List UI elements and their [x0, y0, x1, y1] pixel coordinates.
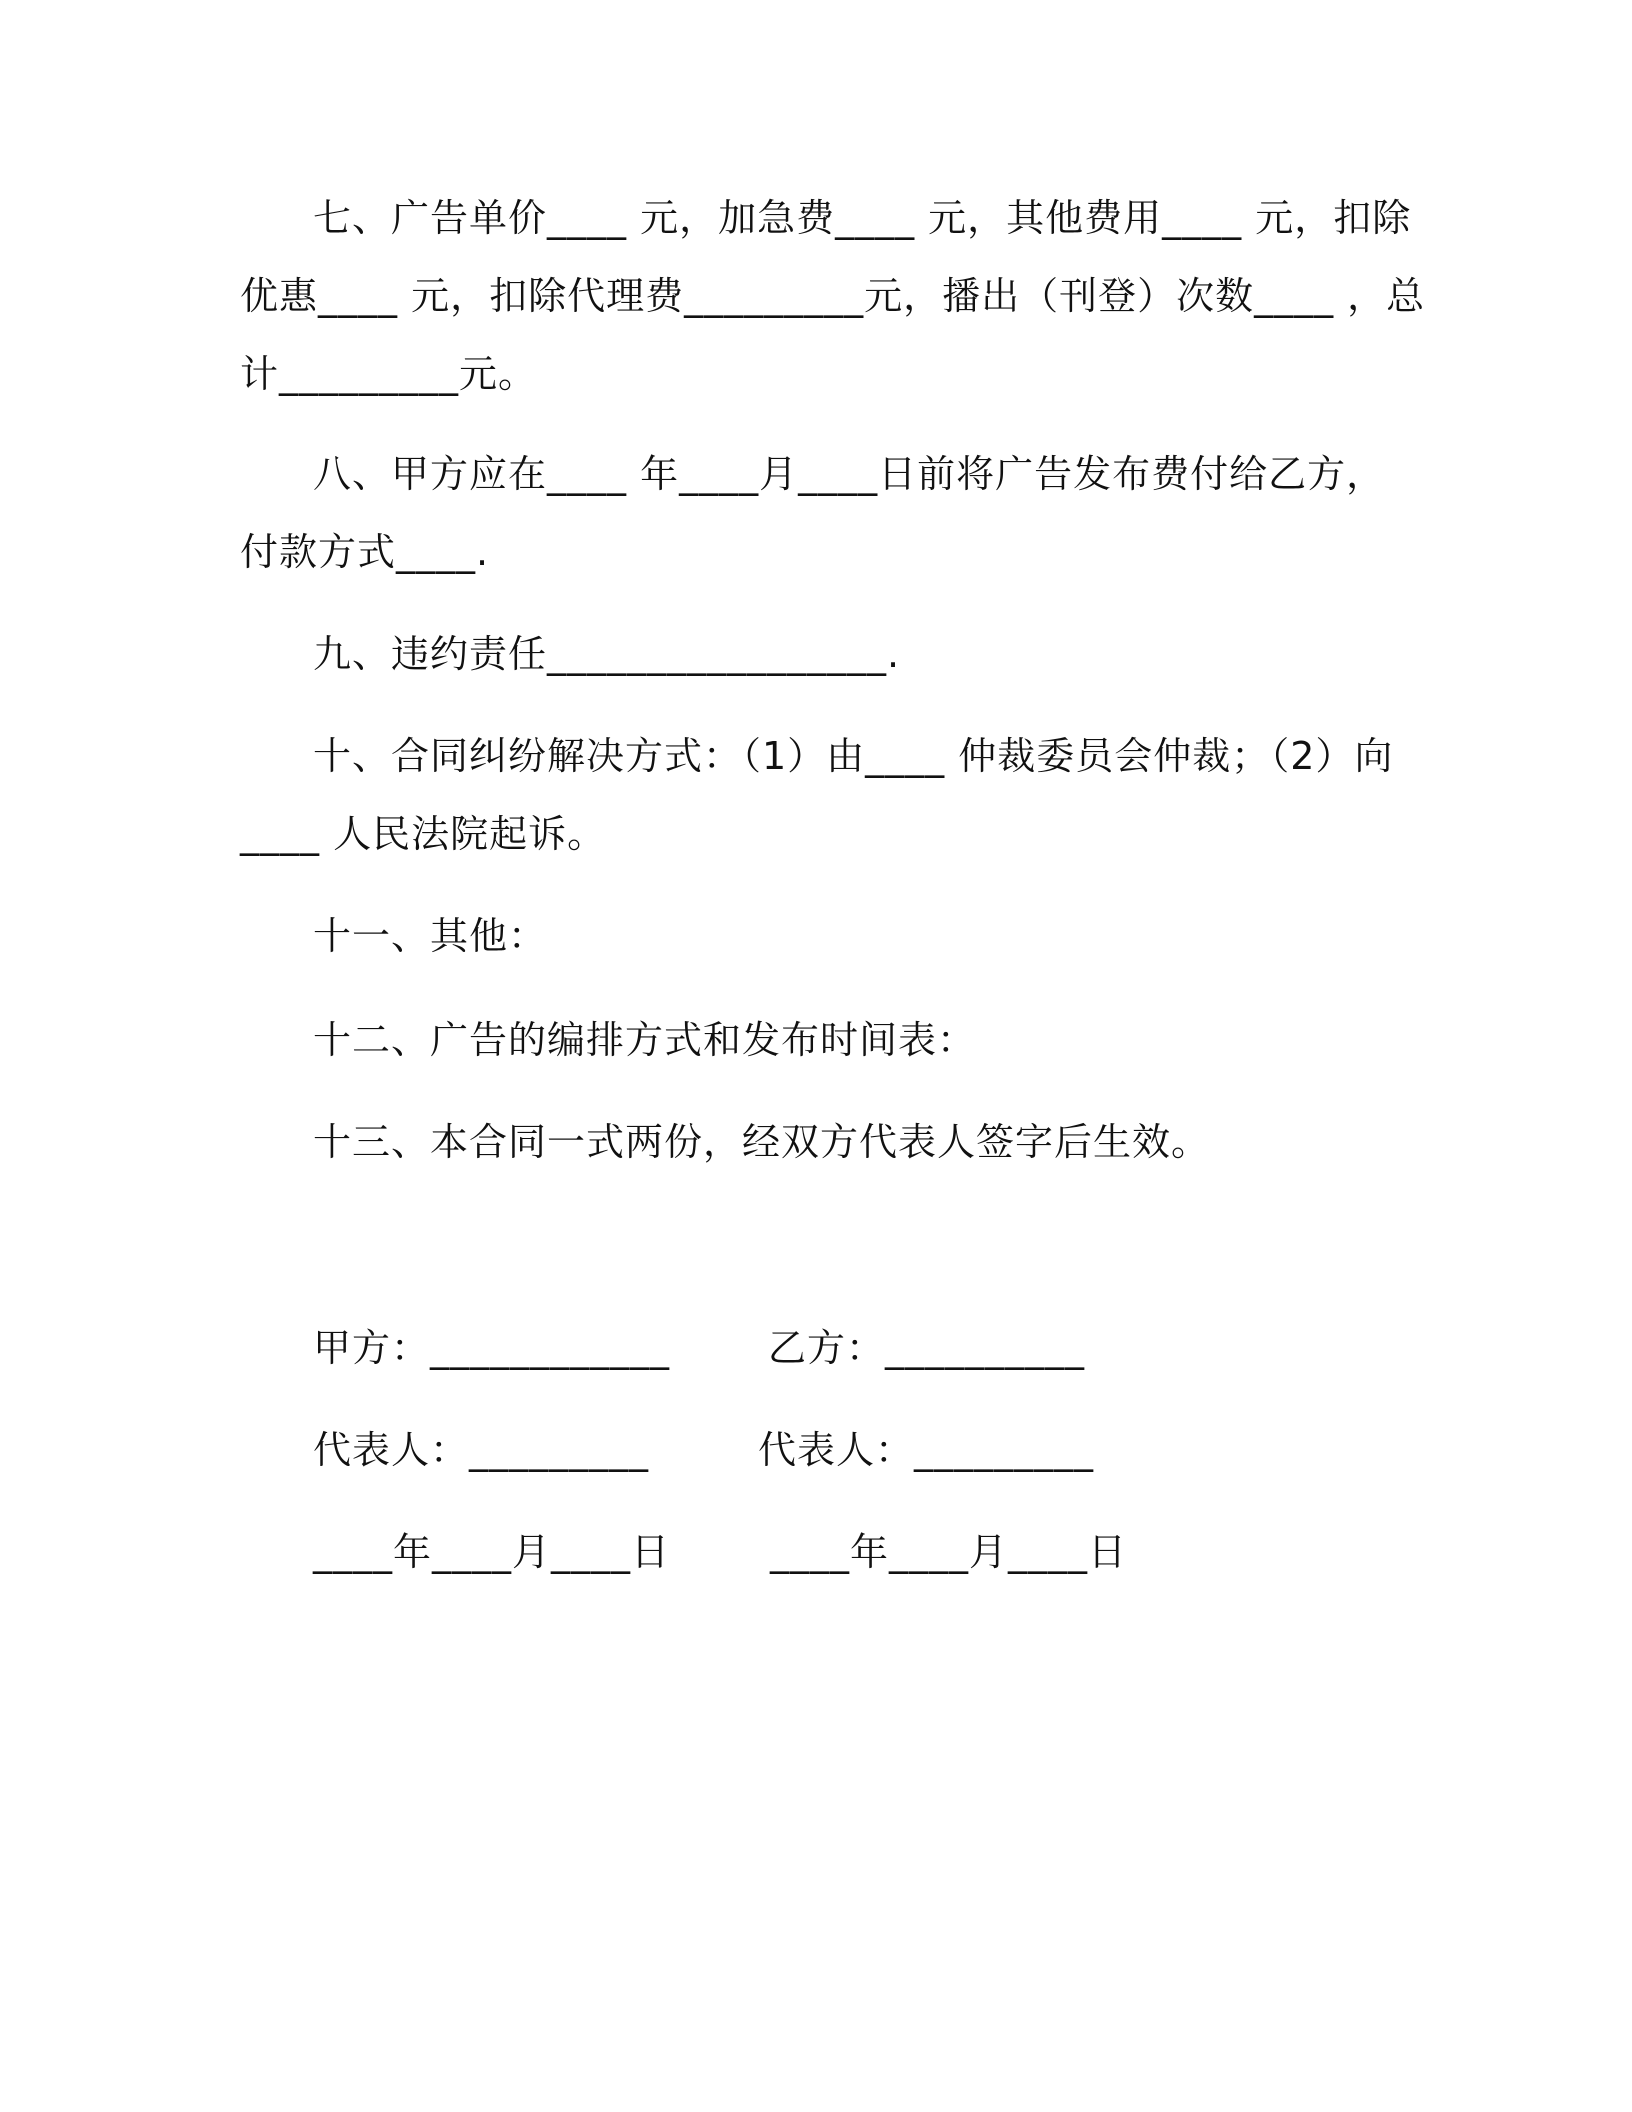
party-b-representative: 代表人：_________ [758, 1428, 1095, 1472]
party-b-date: ____年____月____日 [770, 1530, 1128, 1574]
clause-11-line-1: 十一、其他： [313, 914, 548, 958]
clause-13-line-1: 十三、本合同一式两份，经双方代表人签字后生效。 [313, 1120, 1211, 1164]
clause-10-line-1: 十、合同纠纷解决方式：（1）由____ 仲裁委员会仲裁；（2）向 [313, 734, 1394, 778]
clause-8-line-2: 付款方式____. [240, 530, 490, 574]
party-a-signature: 甲方：____________ [313, 1326, 671, 1370]
party-b-signature: 乙方：__________ [768, 1326, 1086, 1370]
clause-9-line-1: 九、违约责任_________________. [313, 632, 901, 676]
party-a-date: ____年____月____日 [313, 1530, 671, 1574]
clause-8-line-1: 八、甲方应在____ 年____月____日前将广告发布费付给乙方， [313, 452, 1386, 496]
party-a-representative: 代表人：_________ [313, 1428, 650, 1472]
clause-12-line-1: 十二、广告的编排方式和发布时间表： [313, 1018, 977, 1062]
clause-7-line-1: 七、广告单价____ 元，加急费____ 元，其他费用____ 元，扣除 [313, 196, 1412, 240]
clause-7-line-3: 计_________元。 [240, 352, 538, 396]
clause-7-line-2: 优惠____ 元，扣除代理费_________元，播出（刊登）次数____ ，总 [240, 274, 1426, 318]
clause-10-line-2: ____ 人民法院起诉。 [240, 812, 607, 856]
